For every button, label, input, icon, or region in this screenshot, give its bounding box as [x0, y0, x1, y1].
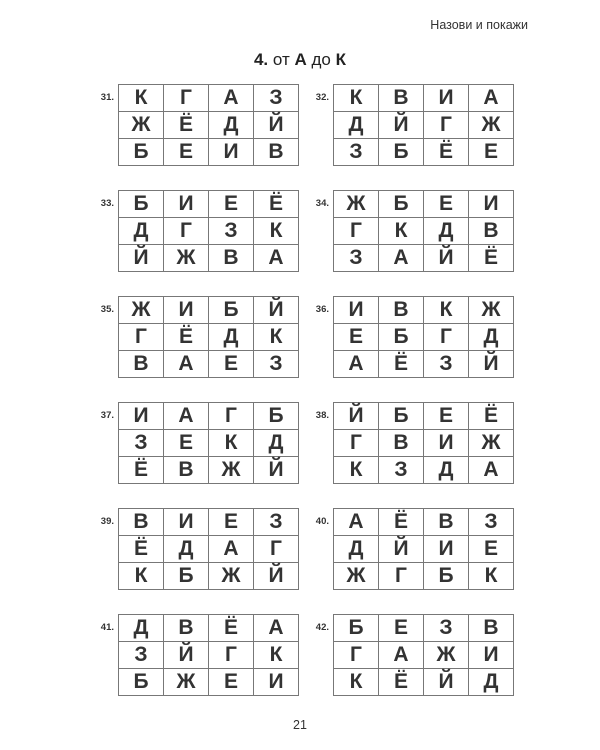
letter-cell: Й — [254, 457, 299, 484]
letter-grid — [333, 296, 514, 378]
letter-cell: Е — [379, 615, 424, 642]
letter-row — [119, 139, 299, 166]
letter-grid — [118, 84, 299, 166]
letter-row — [334, 642, 514, 669]
letter-cell: З — [209, 218, 254, 245]
exercise-block — [90, 508, 305, 614]
letter-cell: Ё — [119, 457, 164, 484]
letter-cell: З — [254, 85, 299, 112]
title-prefix: от — [272, 50, 290, 69]
letter-cell: З — [424, 615, 469, 642]
letter-cell: Д — [119, 615, 164, 642]
letter-row — [334, 191, 514, 218]
letter-row — [119, 403, 299, 430]
letter-row — [334, 403, 514, 430]
letter-cell: А — [209, 85, 254, 112]
exercise-number: 34. — [315, 198, 329, 209]
letter-cell: Г — [379, 563, 424, 590]
exercise-number: 33. — [100, 198, 114, 209]
letter-cell: Ж — [164, 669, 209, 696]
letter-cell: Е — [209, 351, 254, 378]
letter-cell: А — [164, 403, 209, 430]
letter-cell: В — [119, 351, 164, 378]
letter-cell: А — [379, 245, 424, 272]
letter-cell: Е — [469, 536, 514, 563]
letter-cell: Д — [334, 112, 379, 139]
letter-cell: Е — [209, 191, 254, 218]
letter-row — [334, 245, 514, 272]
letter-cell: Д — [469, 669, 514, 696]
exercise-number: 42. — [315, 622, 329, 633]
letter-cell: В — [469, 615, 514, 642]
exercise-number: 41. — [100, 622, 114, 633]
letter-cell: Г — [164, 85, 209, 112]
letter-cell: Ж — [469, 112, 514, 139]
letter-row — [119, 430, 299, 457]
letter-cell: Б — [334, 615, 379, 642]
letter-cell: Й — [334, 403, 379, 430]
letter-cell: Ё — [379, 669, 424, 696]
letter-cell: И — [424, 85, 469, 112]
letter-cell: К — [254, 218, 299, 245]
exercise-block — [305, 402, 520, 508]
letter-cell: И — [334, 297, 379, 324]
letter-cell: Й — [254, 563, 299, 590]
letter-row — [119, 563, 299, 590]
letter-cell: Б — [379, 191, 424, 218]
letter-cell: В — [209, 245, 254, 272]
letter-cell: З — [334, 139, 379, 166]
exercise-number: 38. — [315, 410, 329, 421]
exercise-number: 35. — [100, 304, 114, 315]
letter-cell: Й — [424, 669, 469, 696]
letter-row — [119, 218, 299, 245]
letter-cell: Й — [379, 112, 424, 139]
letter-cell: А — [254, 615, 299, 642]
letter-cell: И — [424, 430, 469, 457]
letter-cell: И — [119, 403, 164, 430]
letter-cell: И — [164, 509, 209, 536]
letter-cell: К — [334, 457, 379, 484]
exercise-number: 31. — [100, 92, 114, 103]
letter-cell: Е — [209, 669, 254, 696]
letter-cell: Д — [254, 430, 299, 457]
letter-row — [334, 457, 514, 484]
letter-cell: Ж — [334, 191, 379, 218]
letter-row — [334, 324, 514, 351]
letter-cell: Г — [334, 430, 379, 457]
letter-row — [119, 112, 299, 139]
letter-row — [334, 85, 514, 112]
letter-cell: Й — [424, 245, 469, 272]
letter-cell: Й — [164, 642, 209, 669]
letter-cell: З — [379, 457, 424, 484]
section-title — [0, 50, 600, 70]
letter-cell: Б — [379, 324, 424, 351]
exercise-number: 39. — [100, 516, 114, 527]
letter-cell: Г — [334, 642, 379, 669]
letter-cell: А — [469, 85, 514, 112]
letter-cell: В — [164, 457, 209, 484]
letter-cell: К — [119, 563, 164, 590]
letter-cell: А — [334, 351, 379, 378]
letter-cell: Е — [424, 403, 469, 430]
exercise-block — [90, 190, 305, 296]
letter-cell: Е — [469, 139, 514, 166]
letter-cell: Ё — [209, 615, 254, 642]
letter-grid — [333, 402, 514, 484]
letter-cell: К — [254, 642, 299, 669]
letter-cell: К — [119, 85, 164, 112]
letter-cell: Е — [209, 509, 254, 536]
letter-grid — [333, 614, 514, 696]
letter-cell: З — [254, 509, 299, 536]
letter-cell: К — [254, 324, 299, 351]
letter-cell: Д — [209, 112, 254, 139]
letter-row — [119, 324, 299, 351]
letter-cell: Й — [254, 112, 299, 139]
running-head: Назови и покажи — [430, 18, 528, 32]
letter-cell: В — [119, 509, 164, 536]
letter-row — [119, 615, 299, 642]
letter-cell: Д — [209, 324, 254, 351]
letter-cell: А — [334, 509, 379, 536]
letter-cell: К — [334, 669, 379, 696]
letter-row — [119, 351, 299, 378]
letter-cell: Б — [164, 563, 209, 590]
letter-cell: Г — [209, 403, 254, 430]
letter-cell: Б — [254, 403, 299, 430]
letter-cell: Г — [424, 112, 469, 139]
letter-cell: И — [424, 536, 469, 563]
letter-row — [119, 191, 299, 218]
letter-cell: К — [379, 218, 424, 245]
exercise-block — [90, 84, 305, 190]
letter-cell: Ж — [209, 563, 254, 590]
letter-cell: Ё — [119, 536, 164, 563]
exercise-number: 37. — [100, 410, 114, 421]
exercise-block — [90, 614, 305, 720]
letter-cell: К — [424, 297, 469, 324]
exercise-block — [90, 402, 305, 508]
letter-cell: Б — [119, 139, 164, 166]
letter-cell: Д — [424, 457, 469, 484]
exercise-number: 36. — [315, 304, 329, 315]
letter-cell: Ж — [119, 297, 164, 324]
letter-cell: А — [164, 351, 209, 378]
title-to-letter: К — [335, 50, 347, 69]
letter-row — [334, 351, 514, 378]
letter-cell: И — [164, 191, 209, 218]
letter-cell: Г — [254, 536, 299, 563]
letter-row — [119, 509, 299, 536]
letter-cell: Е — [424, 191, 469, 218]
letter-cell: Е — [164, 430, 209, 457]
exercise-grid — [90, 84, 520, 720]
letter-cell: А — [469, 457, 514, 484]
letter-cell: Б — [379, 139, 424, 166]
letter-cell: Г — [424, 324, 469, 351]
letter-cell: Ж — [424, 642, 469, 669]
exercise-block — [305, 190, 520, 296]
letter-cell: Г — [334, 218, 379, 245]
letter-grid — [333, 190, 514, 272]
letter-cell: Ё — [164, 112, 209, 139]
title-from-letter: А — [294, 50, 307, 69]
letter-cell: Ж — [334, 563, 379, 590]
title-middle: до — [311, 50, 331, 69]
letter-row — [119, 669, 299, 696]
letter-cell: З — [254, 351, 299, 378]
letter-row — [119, 457, 299, 484]
letter-grid — [333, 508, 514, 590]
exercise-block — [305, 614, 520, 720]
letter-row — [334, 669, 514, 696]
exercise-block — [305, 508, 520, 614]
letter-cell: Й — [379, 536, 424, 563]
letter-cell: В — [379, 297, 424, 324]
letter-cell: Ж — [469, 430, 514, 457]
letter-cell: В — [424, 509, 469, 536]
letter-cell: Й — [119, 245, 164, 272]
letter-cell: З — [119, 642, 164, 669]
letter-cell: В — [469, 218, 514, 245]
section-number: 4. — [253, 50, 269, 69]
letter-cell: Ё — [254, 191, 299, 218]
letter-cell: К — [334, 85, 379, 112]
letter-cell: И — [209, 139, 254, 166]
letter-cell: Ё — [379, 351, 424, 378]
letter-row — [119, 297, 299, 324]
letter-cell: З — [119, 430, 164, 457]
letter-grid — [333, 84, 514, 166]
letter-row — [119, 642, 299, 669]
letter-row — [334, 615, 514, 642]
letter-grid — [118, 614, 299, 696]
letter-cell: Ё — [469, 403, 514, 430]
letter-cell: Е — [334, 324, 379, 351]
letter-row — [334, 218, 514, 245]
letter-cell: К — [469, 563, 514, 590]
letter-cell: Ж — [119, 112, 164, 139]
letter-cell: Ж — [209, 457, 254, 484]
letter-row — [334, 430, 514, 457]
letter-grid — [118, 296, 299, 378]
letter-cell: Е — [164, 139, 209, 166]
letter-row — [334, 536, 514, 563]
letter-cell: Ж — [469, 297, 514, 324]
letter-cell: Г — [209, 642, 254, 669]
letter-cell: В — [379, 430, 424, 457]
letter-cell: И — [164, 297, 209, 324]
letter-grid — [118, 402, 299, 484]
letter-row — [334, 509, 514, 536]
letter-cell: Д — [119, 218, 164, 245]
letter-cell: И — [469, 642, 514, 669]
letter-cell: Ё — [164, 324, 209, 351]
letter-row — [119, 85, 299, 112]
letter-cell: Д — [164, 536, 209, 563]
letter-grid — [118, 508, 299, 590]
exercise-number: 32. — [315, 92, 329, 103]
letter-cell: Ё — [469, 245, 514, 272]
letter-cell: З — [424, 351, 469, 378]
letter-cell: Г — [164, 218, 209, 245]
letter-grid — [118, 190, 299, 272]
letter-cell: К — [209, 430, 254, 457]
letter-cell: Б — [424, 563, 469, 590]
letter-cell: И — [254, 669, 299, 696]
letter-cell: И — [469, 191, 514, 218]
letter-cell: Ё — [424, 139, 469, 166]
letter-cell: Д — [334, 536, 379, 563]
letter-cell: Й — [469, 351, 514, 378]
letter-cell: Б — [119, 669, 164, 696]
letter-cell: Д — [424, 218, 469, 245]
letter-cell: Ж — [164, 245, 209, 272]
letter-cell: Д — [469, 324, 514, 351]
letter-row — [334, 297, 514, 324]
letter-cell: А — [379, 642, 424, 669]
letter-cell: Б — [379, 403, 424, 430]
letter-cell: А — [254, 245, 299, 272]
letter-cell: Б — [119, 191, 164, 218]
exercise-block — [90, 296, 305, 402]
letter-cell: А — [209, 536, 254, 563]
letter-cell: Б — [209, 297, 254, 324]
letter-row — [119, 536, 299, 563]
letter-row — [334, 563, 514, 590]
letter-cell: В — [254, 139, 299, 166]
exercise-number: 40. — [315, 516, 329, 527]
letter-cell: З — [334, 245, 379, 272]
letter-cell: Й — [254, 297, 299, 324]
letter-row — [119, 245, 299, 272]
letter-cell: В — [164, 615, 209, 642]
letter-cell: Г — [119, 324, 164, 351]
exercise-block — [305, 84, 520, 190]
letter-row — [334, 112, 514, 139]
letter-cell: Ё — [379, 509, 424, 536]
exercise-block — [305, 296, 520, 402]
letter-cell: В — [379, 85, 424, 112]
letter-cell: З — [469, 509, 514, 536]
page-number: 21 — [293, 718, 307, 732]
letter-row — [334, 139, 514, 166]
